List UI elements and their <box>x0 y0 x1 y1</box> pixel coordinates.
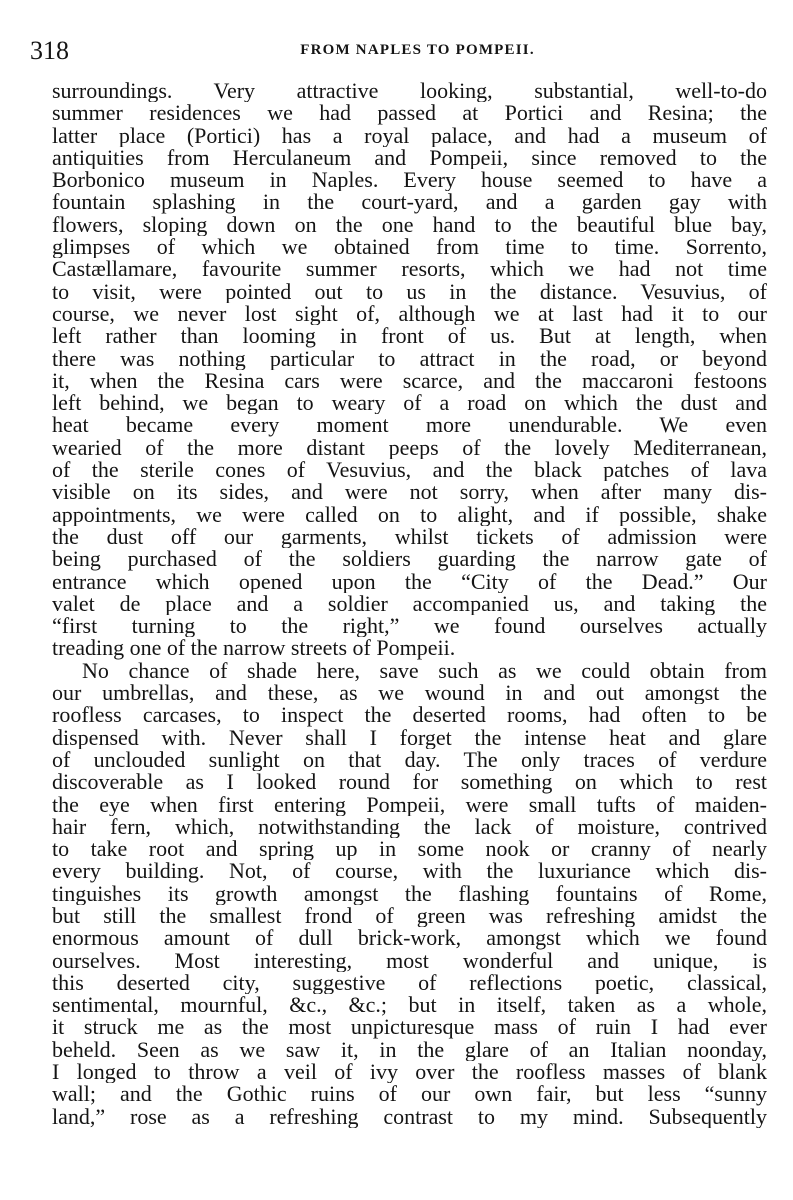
text-line: left behind, we began to weary of a road on which the dust and <box>52 392 767 415</box>
page-header <box>30 36 765 70</box>
text-line: latter place (Portici) has a royal palace, and had a museum of <box>52 124 767 147</box>
text-line: the dust off our garments, whilst tickets of admission were <box>52 525 767 549</box>
text-line: entrance which opened upon the “City of the Dead.” Our <box>52 570 767 593</box>
text-line: surroundings. Very attractive looking, substantial, well-to-do <box>52 80 767 103</box>
text-line: but still the smallest frond of green was refreshing amidst the <box>52 904 767 928</box>
text-line: discoverable as I looked round for something on which to rest <box>52 771 767 794</box>
running-head: FROM NAPLES TO POMPEII. <box>300 42 535 58</box>
text-line: valet de place and a soldier accompanied us, and taking the <box>52 592 767 616</box>
text-line: heat became every moment more unendurable. We even <box>52 414 767 437</box>
text-line: there was nothing particular to attract in the road, or beyond <box>52 347 767 370</box>
text-line: I longed to throw a veil of ivy over the roofless masses of blank <box>52 1061 767 1084</box>
page-number: 318 <box>30 36 69 65</box>
text-line: flowers, sloping down on the one hand to the beautiful blue bay, <box>52 213 767 237</box>
text-line: summer residences we had passed at Portici and Resina; the <box>52 102 767 125</box>
text-line: land,” rose as a refreshing contrast to my mind. Subsequently <box>52 1105 767 1128</box>
text-line: of unclouded sunlight on that day. The only traces of verdure <box>52 748 767 772</box>
body-text <box>52 80 767 1128</box>
text-line: wall; and the Gothic ruins of our own fair, but less “sunny <box>52 1083 767 1106</box>
text-line: being purchased of the soldiers guarding the narrow gate of <box>52 548 767 571</box>
text-line: enormous amount of dull brick-work, amongst which we found <box>52 927 767 950</box>
text-line: glimpses of which we obtained from time to time. Sorrento, <box>52 236 767 259</box>
text-line: this deserted city, suggestive of reflections poetic, classical, <box>52 971 767 995</box>
text-line: antiquities from Herculaneum and Pompeii, since removed to the <box>52 146 767 170</box>
text-line: left rather than looming in front of us. But at length, when <box>52 325 767 348</box>
text-line: dispensed with. Never shall I forget the intense heat and glare <box>52 726 767 749</box>
text-line: it, when the Resina cars were scarce, and the maccaroni festoons <box>52 369 767 393</box>
paragraph-start-line: No chance of shade here, save such as we could obtain from <box>82 659 767 683</box>
text-line: Castællamare, favourite summer resorts, which we had not time <box>52 258 767 281</box>
text-line: Borbonico museum in Naples. Every house seemed to have a <box>52 169 767 192</box>
text-line: our umbrellas, and these, as we wound in and out amongst the <box>52 682 767 705</box>
text-line: the eye when first entering Pompeii, were small tufts of maiden- <box>52 793 767 816</box>
text-line: of the sterile cones of Vesuvius, and the black patches of lava <box>52 459 767 482</box>
text-line: sentimental, mournful, &c., &c.; but in itself, taken as a whole, <box>52 994 767 1017</box>
text-line: to visit, were pointed out to us in the distance. Vesuvius, of <box>52 280 767 303</box>
text-line: fountain splashing in the court-yard, and a garden gay with <box>52 191 767 214</box>
paragraph-end-line: treading one of the narrow streets of Pompeii. <box>52 637 456 660</box>
text-line: every building. Not, of course, with the luxuriance which dis- <box>52 860 767 883</box>
text-line: appointments, we were called on to alight, and if possible, shake <box>52 503 767 526</box>
text-line: visible on its sides, and were not sorry, when after many dis- <box>52 481 767 504</box>
text-line: hair fern, which, notwithstanding the lack of moisture, contrived <box>52 815 767 839</box>
text-line: “first turning to the right,” we found ourselves actually <box>52 615 767 638</box>
text-line: wearied of the more distant peeps of the lovely Mediterranean, <box>52 436 767 460</box>
text-line: it struck me as the most unpicturesque mass of ruin I had ever <box>52 1016 767 1039</box>
text-line: tinguishes its growth amongst the flashing fountains of Rome, <box>52 882 767 905</box>
text-line: ourselves. Most interesting, most wonderful and unique, is <box>52 949 767 972</box>
text-line: course, we never lost sight of, although we at last had it to our <box>52 302 767 326</box>
text-line: to take root and spring up in some nook or cranny of nearly <box>52 838 767 861</box>
text-line: beheld. Seen as we saw it, in the glare of an Italian noonday, <box>52 1038 767 1062</box>
text-line: roofless carcases, to inspect the deserted rooms, had often to be <box>52 704 767 727</box>
